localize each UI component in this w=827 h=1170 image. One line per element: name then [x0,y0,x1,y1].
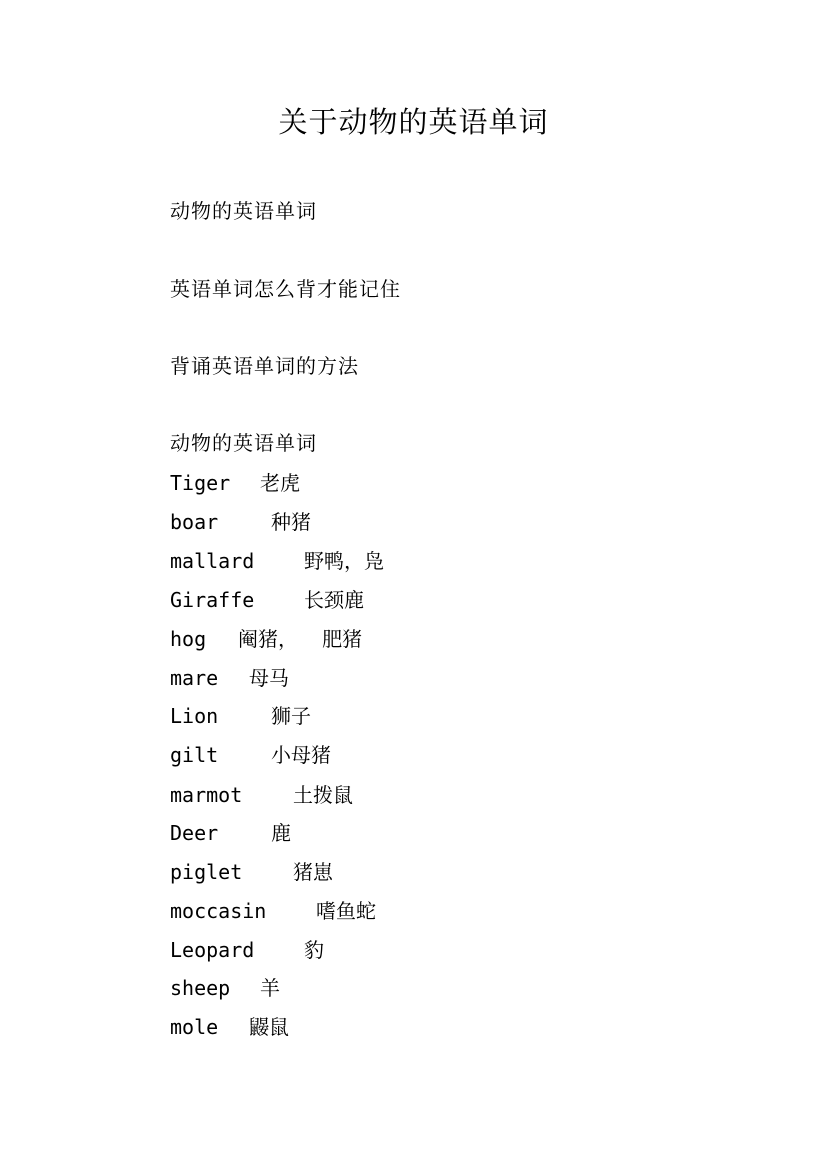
vocab-row [170,898,376,924]
english-word: moccasin [170,899,267,923]
chinese-translation: 鹿 [271,821,291,845]
vocab-row [170,975,280,1001]
english-word: Tiger [170,471,231,495]
vocab-row [170,626,363,652]
english-word: boar [170,510,219,534]
vocab-row [170,782,353,808]
chinese-translation: 老虎 [260,471,300,495]
english-word: gilt [170,743,219,767]
vocab-row [170,665,289,691]
chinese-translation: 小母猪 [271,743,331,767]
vocab-row [170,587,364,613]
vocab-row [170,937,324,963]
chinese-translation: 野鸭，凫 [304,549,384,573]
english-word: mallard [170,549,255,573]
chinese-translation: 土拨鼠 [293,783,353,807]
heading-line: 英语单词怎么背才能记住 [170,277,401,301]
vocab-row [170,703,311,729]
chinese-translation: 羊 [260,976,280,1000]
english-word: Leopard [170,938,255,962]
chinese-translation: 鼹鼠 [249,1015,289,1039]
english-word: Lion [170,704,219,728]
vocab-row [170,859,333,885]
chinese-translation: 猪崽 [293,860,333,884]
chinese-translation: 长颈鹿 [304,588,364,612]
vocab-row [170,470,300,496]
english-word: marmot [170,783,243,807]
heading-line: 背诵英语单词的方法 [170,354,359,378]
chinese-translation: 豹 [304,938,324,962]
heading-line: 动物的英语单词 [170,431,317,455]
vocab-row [170,820,291,846]
english-word: sheep [170,976,231,1000]
chinese-translation: 母马 [249,666,289,690]
english-word: mare [170,666,219,690]
chinese-translation: 嗜鱼蛇 [316,899,376,923]
english-word: Deer [170,821,219,845]
vocab-row [170,742,331,768]
chinese-translation: 阉猪， 肥猪 [238,627,363,651]
heading-line: 动物的英语单词 [170,199,317,223]
english-word: hog [170,627,207,651]
chinese-translation: 狮子 [271,704,311,728]
chinese-translation: 种猪 [271,510,311,534]
vocab-row [170,548,384,574]
english-word: piglet [170,860,243,884]
vocab-row [170,509,311,535]
document-title: 关于动物的英语单词 [278,105,549,139]
english-word: mole [170,1015,219,1039]
english-word: Giraffe [170,588,255,612]
vocab-row [170,1014,289,1040]
